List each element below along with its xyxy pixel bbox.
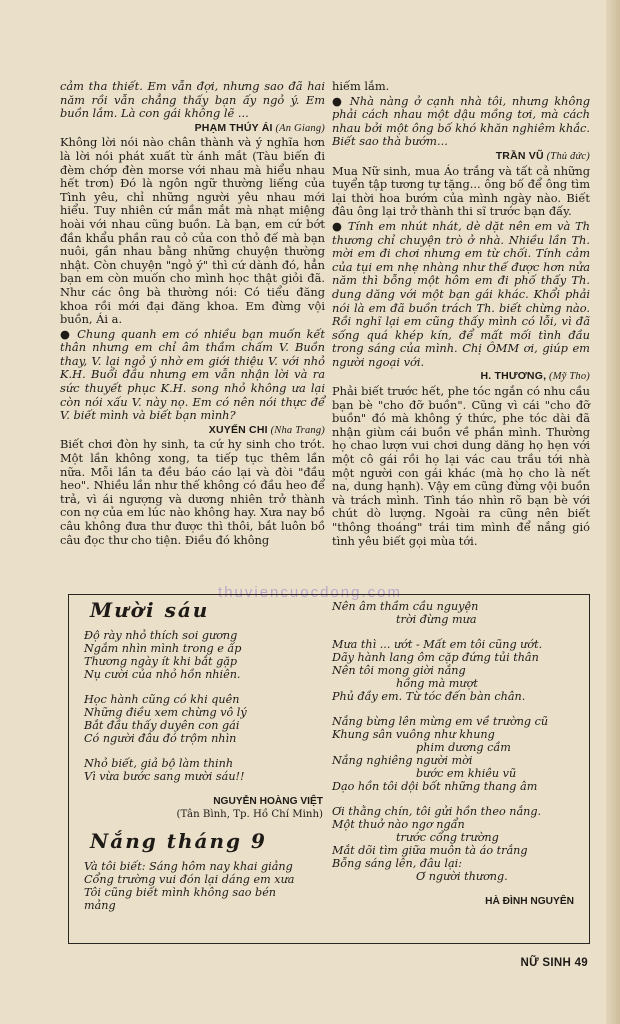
poem2-body <box>84 860 329 912</box>
paragraph <box>332 80 590 94</box>
paragraph-text: hiếm lắm. <box>332 79 390 93</box>
poem-right-column <box>332 600 580 908</box>
signature-place: (Mỹ Tho) <box>546 371 590 383</box>
watermark-text: thuviencuocdong.com <box>218 584 402 601</box>
paragraph <box>60 438 325 547</box>
poem1-author: NGUYỄN HOÀNG VIỆT <box>213 796 323 807</box>
poem-stanza <box>84 693 329 745</box>
poem-line: Nên tôi mong giời nắng <box>332 664 466 677</box>
paragraph <box>332 95 590 149</box>
paragraph-text: cảm tha thiết. Em vẫn đợi, nhưng sao đã hai năm rồi vẫn chẳng thấy bạn ấy ngỏ ý. Em buồn lắm. Là con gái không lẽ ... <box>60 79 325 121</box>
poem2-author: HÀ ĐÌNH NGUYÊN <box>485 896 574 907</box>
poem-line: Tôi cũng biết mình không sao bén <box>84 886 277 899</box>
poem-stanza <box>332 805 580 883</box>
poem-line: Những điều xem chừng vô lý <box>84 706 247 719</box>
bullet-icon: ● <box>60 326 78 341</box>
poem-line: Một thuở nào ngơ ngẩn <box>332 818 465 831</box>
poem-title-nang-thang-9: Nắng tháng 9 <box>90 829 267 853</box>
poem-stanza <box>332 715 580 793</box>
paragraph-text: Chung quanh em có nhiều bạn muốn kết thân nhưng em chỉ âm thầm chấm V. Buồn thay, V. lại ngỏ ý nhờ em giới thiệu V. với nhỏ K.H. Buổi đầu nhưng em vẫn nhận lời và ra sức thuyết phục K.H. song nhỏ không ưa lại còn nói xấu V. này nọ. Em có nên nói thực để V. biết mình và biết bạn mình? <box>60 326 325 423</box>
poem-line: Nắng nghiêng người mời <box>332 754 473 767</box>
poem-line: Dạo hồn tôi dội bốt những thang âm <box>332 780 538 793</box>
poem-line: Có người đâu đó trộm nhìn <box>84 732 237 745</box>
page-edge <box>606 0 620 1024</box>
paragraph <box>332 165 590 219</box>
poem-line: Thương ngày ít khi bắt gặp <box>84 655 238 668</box>
poem-line: Học hành cũng có khi quên <box>84 693 240 706</box>
bullet-icon: ● <box>332 93 350 108</box>
poem-left-column <box>84 600 329 912</box>
paragraph <box>60 136 325 326</box>
poem1-body <box>84 629 329 783</box>
paragraph <box>332 220 590 370</box>
signature-place: (Nha Trang) <box>267 424 325 436</box>
poem-stanza <box>332 638 580 703</box>
poem-line: Cổng trường vui đón lại dáng em xưa <box>84 873 295 886</box>
signature-name: TRẦN VŨ <box>495 149 544 162</box>
signature <box>332 150 590 164</box>
right-column <box>332 80 590 549</box>
poem-line: Vì vừa bước sang mười sáu!! <box>84 770 245 783</box>
signature-name: H. THƯƠNG, <box>480 370 547 383</box>
poem-line: Độ rày nhỏ thích soi gương <box>84 629 238 642</box>
poem-line: Ơ người thương. <box>416 870 508 883</box>
paragraph <box>332 385 590 548</box>
poem-line: Bắt đầu thấy duyên con gái <box>84 719 240 732</box>
poem-line: Bỗng sáng lên, đâu lại: <box>332 857 463 870</box>
poem-line: Mưa thì ... ướt - Mất em tôi cũng ướt. <box>332 638 543 651</box>
poem2-continued-body <box>332 600 580 883</box>
poem-line: Khung sân vuông như khung <box>332 728 495 741</box>
poem-stanza <box>84 629 329 681</box>
paragraph <box>60 80 325 121</box>
poem-line: Nắng bừng lên mừng em về trường cũ <box>332 715 549 728</box>
paragraph-text: Không lời nói nào chân thành và ý nghĩa hơn là lời nói phát xuất từ ánh mắt (Tàu biến đi đèm chớp đèn morse với nhau mà hiểu nhau hết trơn) Đó là ngôn ngữ thường liếng của Tình yêu, chỉ những người yêu nhau mới hiểu. Tuy nhiên cứ mần mắt mà nhạt miệng hoài với nhau cũng buồn. Là bạn, em cứ bớt đần khẩu phần rau cỏ của con thỏ đế mà bạn nuôi, gần nhau bằng những chuyện thường nhật. Còn chuyện "ngỏ ý" thì cứ dành đó, hẳn bạn em còn muốn cho mình học thật giỏi đã. Như các ông bà thường nói: Có tiểu đăng khoa rồi mới đại đăng khoa. Em đừng vội buồn, Ái a. <box>60 135 325 327</box>
signature <box>60 424 325 438</box>
signature-place: (An Giang) <box>272 122 325 134</box>
paragraph-text: Tính em nhút nhát, dè dặt nên em và Th thương chỉ chuyện trò ở nhà. Nhiều lần Th. mời em đi chơi nhưng em từ chối. Tính cảm của tụi em nhẹ nhàng như thế được hơn nửa năm thì bỗng một hôm em đi phố thấy Th. dung dăng với một bạn gái khác. Khổi phải nói là em đã buồn trách Th. biết chừng nào. Rồi nghĩ lại em cũng thấy mình có lỗi, vì đã sống quá khép kín, để mất mối tình đầu trong sáng của mình. Chị ÔMM ơi, giúp em người ngoại với. <box>332 218 590 369</box>
poem-line: mảng <box>84 899 116 912</box>
poem-line: Nên âm thầm cầu nguyện <box>332 600 479 613</box>
paragraph-text: Nhà nàng ở cạnh nhà tôi, nhưng không phải cách nhau một dậu mồng tơi, mà cách nhau bởi một ông bố khó khăn nghiêm khắc. Biết sao thà bướm... <box>332 93 591 149</box>
poem-line: Nụ cười của nhỏ hồn nhiên. <box>84 668 241 681</box>
paragraph-text: Phải biết trước hết, phe tóc ngắn có nhu cầu bạn bè "cho đỡ buồn". Cũng vì cái "cho đỡ buồn" đó mà không ý thức, phe tóc dài đã nhận giùm cái buồn về phần mình. Thường họ chao lượn vui chơi dung dăng họ hẹn với một cô gái rồi họ lại vác cau trầu tới nhà một người con gái khác (mà họ cho là nết na, dung hạnh). Vậy em cũng đừng vội buồn và trách mình. Tình táo nhìn rõ bạn bè với chút dò lượng. Ngoài ra cũng nên biết "thông thoáng" trái tim mình để nắng gió tình yêu biết gọi mùa tới. <box>332 384 590 548</box>
poem-line: trời đừng mưa <box>396 613 477 626</box>
poem-line: bước em khiêu vũ <box>416 767 517 780</box>
signature-name: XUYẾN CHI <box>208 423 268 436</box>
poem1-place: (Tân Bình, Tp. Hồ Chí Minh) <box>176 809 323 820</box>
poem-line: trước cổng trường <box>396 831 499 844</box>
poem-line: Và tôi biết: Sáng hôm nay khai giảng <box>84 860 293 873</box>
signature-name: PHẠM THÚY ÁI <box>194 121 273 134</box>
poem-line: phim dương cầm <box>416 741 511 754</box>
poem-line: Ngắm nhìn mình trong e ấp <box>84 642 242 655</box>
bullet-icon: ● <box>332 218 348 233</box>
signature <box>60 122 325 136</box>
poem-title-muoi-sau: Mười sáu <box>90 598 210 622</box>
page-footer: NỮ SINH 49 <box>520 957 588 969</box>
left-column <box>60 80 325 548</box>
paragraph-text: Biết chơi đòn hy sinh, ta cứ hy sinh cho trót. Một lần không xong, ta tiếp tục thêm lần nữa. Mỗi lần ta đều báo cáo lại và đòi "đầu heo". Nhiều lần như thế không có đầu heo để trả, vì ái ngượng và dương nhiên trở thành con nợ của em lúc nào không hay. Xưa nay bồ câu không đưa thư được thì thôi, bắt luôn bồ câu đọc thư cho tiện. Điều đó không <box>60 437 325 547</box>
poem-line: hồng mà mượt <box>396 677 478 690</box>
poem-line: Mắt dõi tìm giữa muôn tà áo trắng <box>332 844 528 857</box>
poem-line: Dãy hành lang ôm cặp đứng tủi thân <box>332 651 539 664</box>
signature <box>332 370 590 384</box>
poem-line: Phủ đầy em. Từ tóc đến bàn chân. <box>332 690 526 703</box>
poem-stanza <box>84 757 329 783</box>
poem-line: Nhỏ biết, giả bộ làm thinh <box>84 757 234 770</box>
paragraph <box>60 328 325 423</box>
poem-stanza <box>332 600 580 626</box>
paragraph-text: Mua Nữ sinh, mua Áo trắng và tất cả những tuyển tập tương tự tặng... ông bố để ông tìm lại thời hoa bướm của mình ngày nào. Biết đâu ông lại trở thành thi sĩ trước bạn đấy. <box>332 163 590 219</box>
poem-line: Ơi thằng chín, tôi gửi hồn theo nắng. <box>332 805 542 818</box>
signature-place: (Thủ đức) <box>543 150 590 162</box>
